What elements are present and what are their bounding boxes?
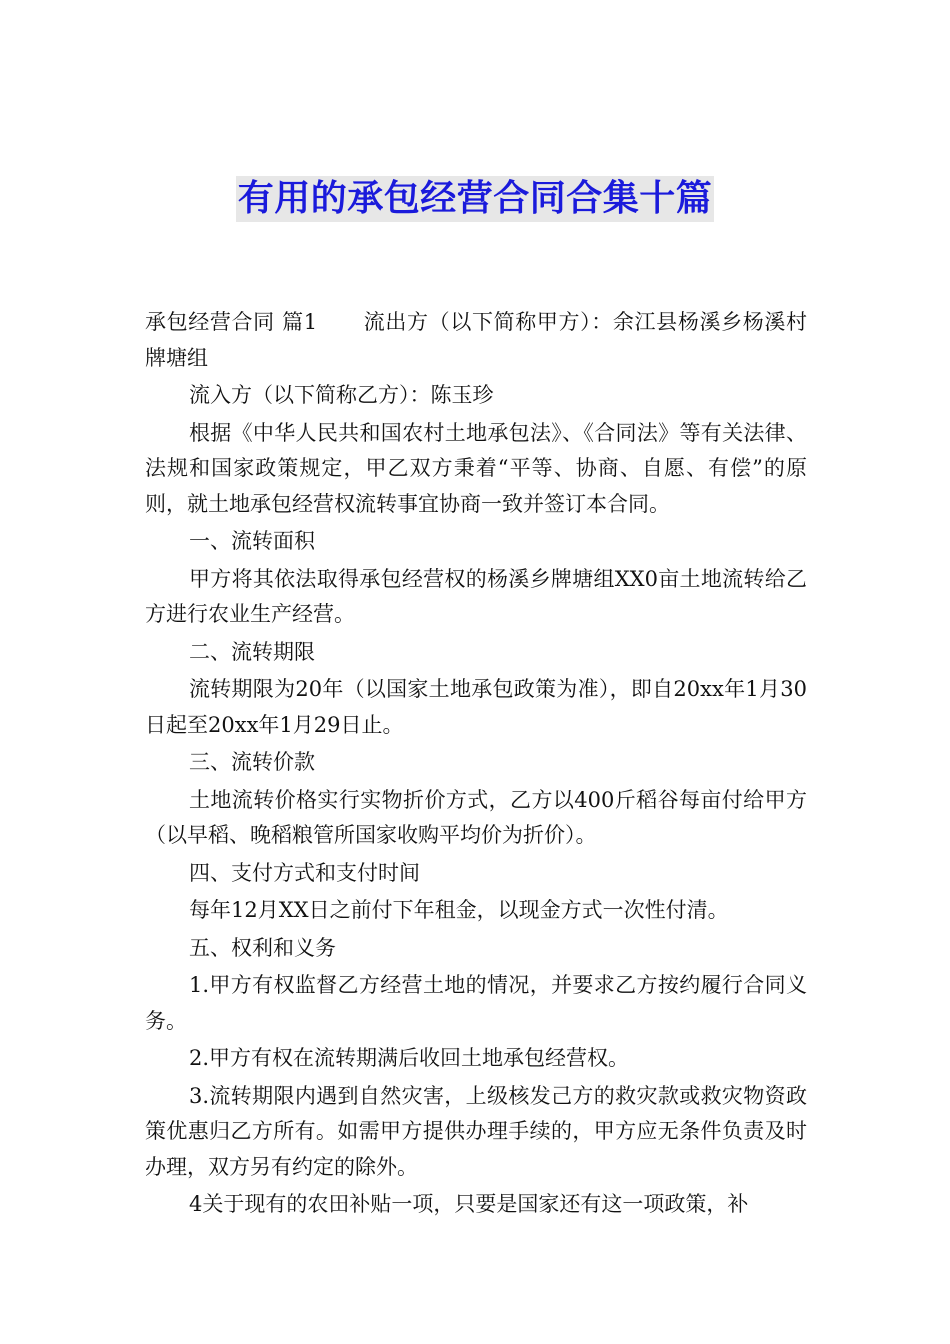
- paragraph-15: 3.流转期限内遇到自然灾害，上级核发己方的救灾款或救灾物资政策优惠归乙方所有。如需甲方提供办理手续的，甲方应无条件负责及时办理，双方另有约定的除外。: [145, 1083, 807, 1179]
- paragraph-16: 4关于现有的农田补贴一项，只要是国家还有这一项政策，补: [189, 1192, 749, 1216]
- section-heading-4: 四、支付方式和支付时间: [189, 860, 420, 885]
- section-heading-5: 五、权利和义务: [189, 935, 336, 960]
- paragraph-9: 土地流转价格实行实物折价方式，乙方以400斤稻谷每亩付给甲方（以早稻、晚稻粮管所国家收购平均价为折价）。: [145, 787, 807, 847]
- section-heading-3: 三、流转价款: [189, 750, 315, 774]
- paragraph-14: 2.甲方有权在流转期满后收回土地承包经营权。: [189, 1046, 630, 1070]
- title-container: [0, 176, 950, 222]
- paragraph-5: 甲方将其依法取得承包经营权的杨溪乡牌塘组XX0亩土地流转给乙方进行农业生产经营。: [145, 566, 807, 626]
- section-lead: 承包经营合同 篇1: [145, 310, 318, 334]
- section-heading-1: 一、流转面积: [189, 529, 315, 553]
- paragraph-7: 流转期限为20年（以国家土地承包政策为准），即自20xx年1月30日起至20xx年1月29日止。: [145, 677, 807, 737]
- paragraph-11: 每年12月XX日之前付下年租金，以现金方式一次性付清。: [189, 898, 729, 922]
- paragraph-text: 流出方（以下简称甲方）：余江县杨溪乡杨溪村牌塘组: [145, 310, 808, 370]
- paragraph-3: 根据《中华人民共和国农村土地承包法》、《合同法》等有关法律、法规和国家政策规定，甲乙双方秉着“平等、协商、自愿、有偿”的原则，就土地承包经营权流转事宜协商一致并签订本合同。: [145, 420, 807, 516]
- paragraph-2: 流入方（以下简称乙方）：陈玉珍: [189, 383, 494, 407]
- document-body: [145, 305, 807, 1225]
- section-heading-2: 二、流转期限: [189, 639, 315, 664]
- document-title: 有用的承包经营合同合集十篇: [236, 176, 715, 222]
- paragraph-13: 1.甲方有权监督乙方经营土地的情况，并要求乙方按约履行合同义务。: [145, 973, 807, 1033]
- paragraph-1: [145, 305, 807, 376]
